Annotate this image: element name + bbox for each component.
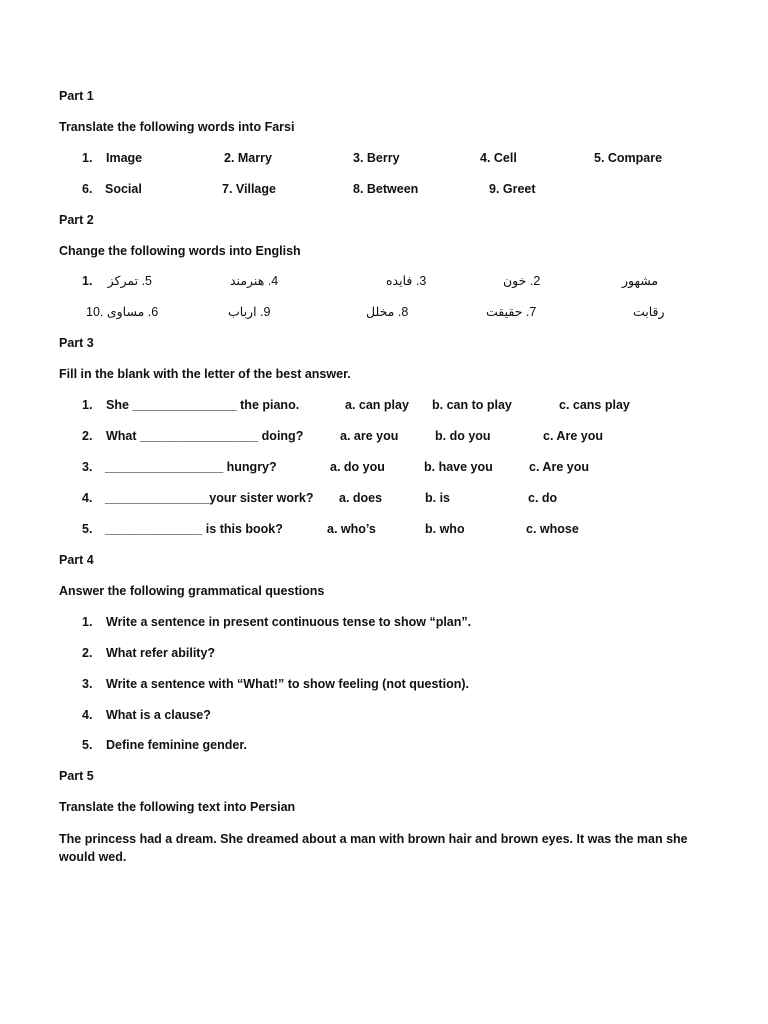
part1-instruction: Translate the following words into Farsi: [59, 120, 295, 134]
option-c: c. Are you: [543, 429, 603, 443]
option-a: a. who’s: [327, 522, 376, 536]
part2-word: 3. فایده: [386, 274, 427, 288]
option-b: b. who: [425, 522, 465, 536]
option-b: b. is: [425, 491, 451, 505]
part2-word: 5. تمرکز: [107, 274, 152, 288]
part5-passage: The princess had a dream. She dreamed about a man with brown hair and brown eyes. It was the man she would wed.: [59, 832, 688, 864]
part5-heading: Part 5: [59, 769, 94, 783]
part1-word: 9. Greet: [489, 182, 536, 196]
part1-word: 2. Marry: [224, 151, 272, 165]
part1-word-number: 1.: [82, 151, 93, 165]
part2-heading: Part 2: [59, 213, 94, 227]
part1-word: 8. Between: [353, 182, 419, 196]
option-a: a. does: [339, 491, 383, 505]
part2-word: مشهور: [622, 274, 659, 288]
question-number: 2.: [82, 429, 93, 443]
option-b: b. have you: [424, 460, 493, 474]
part2-word: 8. مخلل: [366, 305, 409, 319]
part2-word-number: 1.: [82, 274, 93, 288]
question-number: 4.: [82, 708, 93, 722]
part1-word: Image: [106, 151, 143, 165]
option-c: c. cans play: [559, 398, 630, 412]
question-number: 3.: [82, 460, 93, 474]
option-c: c. do: [528, 491, 558, 505]
question-stem: ______________ is this book?: [105, 522, 283, 536]
option-a: a. are you: [340, 429, 399, 443]
question-number: 1.: [82, 398, 93, 412]
part3-instruction: Fill in the blank with the letter of the best answer.: [59, 367, 351, 381]
question-stem: _________________ hungry?: [105, 460, 277, 474]
part2-word: 7. حقیقت: [486, 305, 537, 319]
question-stem: What _________________ doing?: [106, 429, 304, 443]
part1-word: 7. Village: [222, 182, 276, 196]
part4-instruction: Answer the following grammatical questions: [59, 584, 325, 598]
part4-heading: Part 4: [59, 553, 94, 567]
question-text: Define feminine gender.: [106, 738, 248, 752]
part1-word-number: 6.: [82, 182, 93, 196]
option-b: b. can to play: [432, 398, 512, 412]
part1-heading: Part 1: [59, 89, 94, 103]
option-a: a. can play: [345, 398, 409, 412]
question-number: 5.: [82, 522, 93, 536]
question-number: 3.: [82, 677, 93, 691]
option-a: a. do you: [330, 460, 385, 474]
question-stem: She _______________ the piano.: [106, 398, 300, 412]
option-b: b. do you: [435, 429, 491, 443]
question-text: Write a sentence in present continuous tense to show “plan”.: [106, 615, 472, 629]
question-text: Write a sentence with “What!” to show feeling (not question).: [106, 677, 469, 691]
part1-word: 5. Compare: [594, 151, 663, 165]
question-number: 2.: [82, 646, 93, 660]
part3-heading: Part 3: [59, 336, 94, 350]
question-number: 5.: [82, 738, 93, 752]
part2-word: 9. ارباب: [228, 305, 271, 319]
question-stem: _______________your sister work?: [105, 491, 314, 505]
part2-word: رقابت: [633, 305, 665, 319]
part1-word: 4. Cell: [480, 151, 517, 165]
question-text: What refer ability?: [106, 646, 216, 660]
question-text: What is a clause?: [106, 708, 211, 722]
part2-word: 6. مساوی .10: [86, 305, 159, 319]
question-number: 4.: [82, 491, 93, 505]
option-c: c. whose: [526, 522, 579, 536]
part5-instruction: Translate the following text into Persian: [59, 800, 296, 814]
part2-word: 4. هنرمند: [230, 274, 279, 288]
part2-instruction: Change the following words into English: [59, 244, 301, 258]
part1-word: Social: [105, 182, 142, 196]
part1-word: 3. Berry: [353, 151, 400, 165]
part2-word: 2. خون: [503, 274, 541, 288]
option-c: c. Are you: [529, 460, 589, 474]
question-number: 1.: [82, 615, 93, 629]
